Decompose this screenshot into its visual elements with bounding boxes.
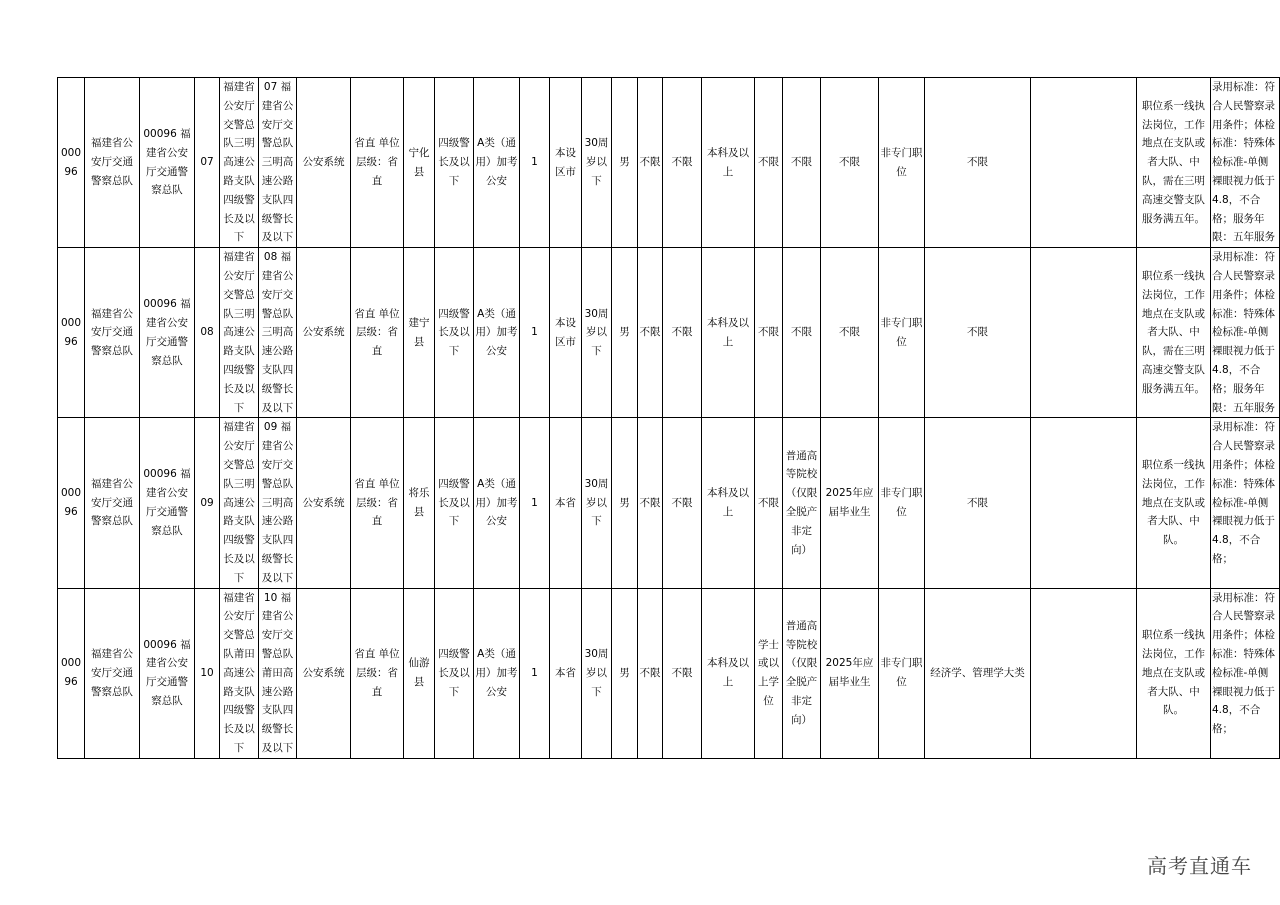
system-cell: 公安系统 — [297, 588, 351, 758]
position-full-name-cell: 09 福建省公安厅交警总队三明高速公路支队四级警长及以下 — [259, 418, 297, 588]
restriction-cell: 不限 — [663, 588, 702, 758]
recruit-count-cell: 1 — [520, 248, 550, 418]
position-name-cell: 福建省公安厅交警总队莆田高速公路支队四级警长及以下 — [220, 588, 259, 758]
school-type-cell: 不限 — [783, 248, 821, 418]
system-cell: 公安系统 — [297, 418, 351, 588]
position-name-cell: 福建省公安厅交警总队三明高速公路支队四级警长及以下 — [220, 418, 259, 588]
note-cell: 职位系一线执法岗位，工作地点在支队或者大队、中队，需在三明高速交警支队服务满五年。 — [1137, 78, 1211, 248]
school-type-cell: 不限 — [783, 78, 821, 248]
dept-name-cell: 福建省公安厅交通警察总队 — [85, 418, 140, 588]
position-type-cell: 非专门职位 — [879, 418, 925, 588]
school-type-cell: 普通高等院校（仅限全脱产非定向） — [783, 418, 821, 588]
position-code-cell: 08 — [195, 248, 220, 418]
graduate-type-cell: 不限 — [821, 248, 879, 418]
note-cell: 职位系一线执法岗位，工作地点在支队或者大队、中队。 — [1137, 588, 1211, 758]
table-row — [58, 588, 1280, 758]
recruit-count-cell: 1 — [520, 588, 550, 758]
position-type-cell: 非专门职位 — [879, 588, 925, 758]
unit-name-cell: 00096 福建省公安厅交通警察总队 — [140, 78, 195, 248]
restriction-cell: 不限 — [638, 78, 663, 248]
unit-name-cell: 00096 福建省公安厅交通警察总队 — [140, 248, 195, 418]
position-name-cell: 福建省公安厅交警总队三明高速公路支队四级警长及以下 — [220, 248, 259, 418]
job-position-table — [57, 77, 1280, 759]
recruit-count-cell: 1 — [520, 78, 550, 248]
position-code-cell: 10 — [195, 588, 220, 758]
work-location-cell: 仙游县 — [404, 588, 435, 758]
rank-cell: 四级警长及以下 — [435, 248, 474, 418]
unit-level-cell: 省直 单位层级：省直 — [351, 78, 404, 248]
empty-cell — [1031, 418, 1137, 588]
household-cell: 本省 — [550, 418, 582, 588]
restriction-cell: 不限 — [663, 78, 702, 248]
requirements-cell: 录用标准：符合人民警察录用条件；体检标准：特殊体检标准-单侧裸眼视力低于4.8，不合格； — [1211, 418, 1280, 588]
graduate-type-cell: 不限 — [821, 78, 879, 248]
degree-cell: 不限 — [755, 248, 783, 418]
education-cell: 本科及以上 — [702, 588, 755, 758]
empty-cell — [1031, 78, 1137, 248]
rank-cell: 四级警长及以下 — [435, 588, 474, 758]
graduate-type-cell: 2025年应届毕业生 — [821, 418, 879, 588]
recruit-count-cell: 1 — [520, 418, 550, 588]
empty-cell — [1031, 588, 1137, 758]
dept-code-cell: 00096 — [58, 588, 85, 758]
household-cell: 本省 — [550, 588, 582, 758]
dept-code-cell: 00096 — [58, 248, 85, 418]
watermark-text: 高考直通车 — [1147, 854, 1252, 878]
household-cell: 本设区市 — [550, 248, 582, 418]
rank-cell: 四级警长及以下 — [435, 418, 474, 588]
gender-cell: 男 — [612, 418, 638, 588]
gender-cell: 男 — [612, 78, 638, 248]
restriction-cell: 不限 — [663, 418, 702, 588]
position-full-name-cell: 07 福建省公安厅交警总队三明高速公路支队四级警长及以下 — [259, 78, 297, 248]
empty-cell — [1031, 248, 1137, 418]
age-cell: 30周岁以下 — [582, 418, 612, 588]
note-cell: 职位系一线执法岗位，工作地点在支队或者大队、中队。 — [1137, 418, 1211, 588]
work-location-cell: 建宁县 — [404, 248, 435, 418]
dept-name-cell: 福建省公安厅交通警察总队 — [85, 78, 140, 248]
requirements-cell: 录用标准：符合人民警察录用条件；体检标准：特殊体检标准-单侧裸眼视力低于4.8，不合格；服务年限：五年服务 — [1211, 248, 1280, 418]
position-type-cell: 非专门职位 — [879, 248, 925, 418]
restriction-cell: 不限 — [638, 418, 663, 588]
degree-cell: 不限 — [755, 78, 783, 248]
education-cell: 本科及以上 — [702, 78, 755, 248]
dept-code-cell: 00096 — [58, 418, 85, 588]
table-row — [58, 78, 1280, 248]
major-cell: 经济学、管理学大类 — [925, 588, 1031, 758]
age-cell: 30周岁以下 — [582, 248, 612, 418]
exam-type-cell: A类（通用）加考公安 — [474, 78, 520, 248]
system-cell: 公安系统 — [297, 78, 351, 248]
rank-cell: 四级警长及以下 — [435, 78, 474, 248]
position-full-name-cell: 10 福建省公安厅交警总队莆田高速公路支队四级警长及以下 — [259, 588, 297, 758]
work-location-cell: 将乐县 — [404, 418, 435, 588]
requirements-cell: 录用标准：符合人民警察录用条件；体检标准：特殊体检标准-单侧裸眼视力低于4.8，不合格； — [1211, 588, 1280, 758]
dept-code-cell: 00096 — [58, 78, 85, 248]
restriction-cell: 不限 — [663, 248, 702, 418]
unit-level-cell: 省直 单位层级：省直 — [351, 418, 404, 588]
position-code-cell: 09 — [195, 418, 220, 588]
exam-type-cell: A类（通用）加考公安 — [474, 588, 520, 758]
position-code-cell: 07 — [195, 78, 220, 248]
exam-type-cell: A类（通用）加考公安 — [474, 418, 520, 588]
work-location-cell: 宁化县 — [404, 78, 435, 248]
gender-cell: 男 — [612, 588, 638, 758]
gender-cell: 男 — [612, 248, 638, 418]
exam-type-cell: A类（通用）加考公安 — [474, 248, 520, 418]
degree-cell: 学士或以上学位 — [755, 588, 783, 758]
graduate-type-cell: 2025年应届毕业生 — [821, 588, 879, 758]
age-cell: 30周岁以下 — [582, 588, 612, 758]
note-cell: 职位系一线执法岗位，工作地点在支队或者大队、中队，需在三明高速交警支队服务满五年。 — [1137, 248, 1211, 418]
dept-name-cell: 福建省公安厅交通警察总队 — [85, 588, 140, 758]
position-name-cell: 福建省公安厅交警总队三明高速公路支队四级警长及以下 — [220, 78, 259, 248]
degree-cell: 不限 — [755, 418, 783, 588]
school-type-cell: 普通高等院校（仅限全脱产非定向） — [783, 588, 821, 758]
education-cell: 本科及以上 — [702, 248, 755, 418]
unit-name-cell: 00096 福建省公安厅交通警察总队 — [140, 418, 195, 588]
restriction-cell: 不限 — [638, 588, 663, 758]
table-row — [58, 418, 1280, 588]
household-cell: 本设区市 — [550, 78, 582, 248]
position-full-name-cell: 08 福建省公安厅交警总队三明高速公路支队四级警长及以下 — [259, 248, 297, 418]
system-cell: 公安系统 — [297, 248, 351, 418]
unit-level-cell: 省直 单位层级：省直 — [351, 248, 404, 418]
position-type-cell: 非专门职位 — [879, 78, 925, 248]
dept-name-cell: 福建省公安厅交通警察总队 — [85, 248, 140, 418]
age-cell: 30周岁以下 — [582, 78, 612, 248]
requirements-cell: 录用标准：符合人民警察录用条件；体检标准：特殊体检标准-单侧裸眼视力低于4.8，不合格；服务年限：五年服务 — [1211, 78, 1280, 248]
table-row — [58, 248, 1280, 418]
major-cell: 不限 — [925, 78, 1031, 248]
unit-level-cell: 省直 单位层级：省直 — [351, 588, 404, 758]
unit-name-cell: 00096 福建省公安厅交通警察总队 — [140, 588, 195, 758]
education-cell: 本科及以上 — [702, 418, 755, 588]
major-cell: 不限 — [925, 418, 1031, 588]
restriction-cell: 不限 — [638, 248, 663, 418]
major-cell: 不限 — [925, 248, 1031, 418]
